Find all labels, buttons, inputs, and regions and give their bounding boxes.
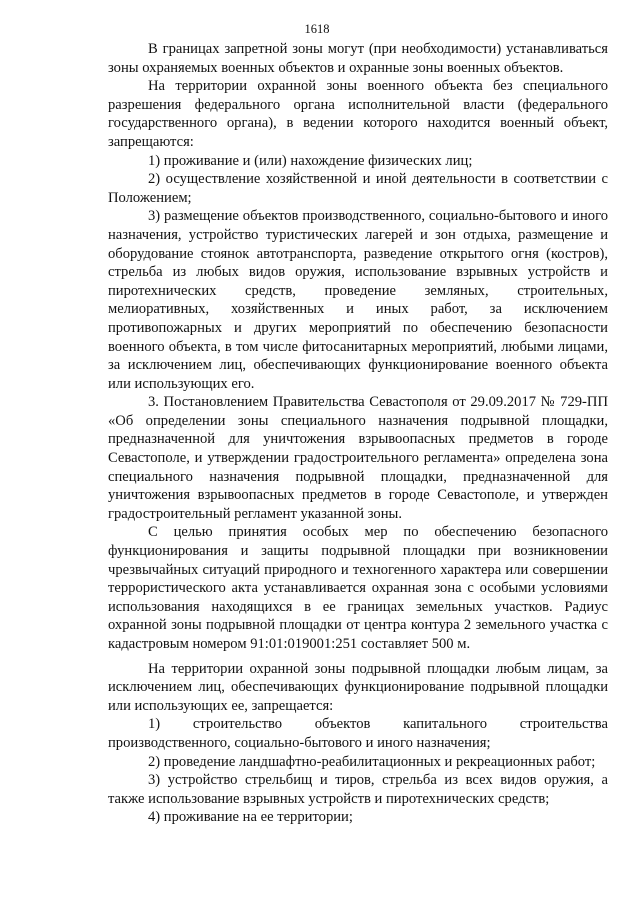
list-item-construction: 1) строительство объектов капитального строительства производственного, социально-бытового и иного назначения; xyxy=(108,716,608,751)
page-number: 1618 xyxy=(304,22,330,36)
list-item-shooting: 3) устройство стрельбищ и тиров, стрельба из всех видов оружия, а также использование взрывных устройств и пиротехнических средств; xyxy=(108,772,608,807)
paragraph-forbidden-zone: В границах запретной зоны могут (при необходимости) устанавливаться зоны охраняемых военных объектов и охранные зоны военных объектов. xyxy=(108,41,608,76)
paragraph-protection-zone: С целью принятия особых мер по обеспечению безопасного функционирования и защиты подрывной площадки при возникновении чрезвычайных ситуаций природного и техногенного характера или совершении террористического акта устанавливается охранная зона с особыми условиями использования находящихся в ее границах земельных участков. Радиус охранной зоны подрывной площадки от центра контура 2 земельного участка с кадастровым номером 91:01:019001:251 составляет 500 м. xyxy=(108,524,608,652)
list-item-landscape: 2) проведение ландшафтно-реабилитационных и рекреационных работ; xyxy=(148,753,596,770)
list-item-1: 1) проживание и (или) нахождение физических лиц; xyxy=(148,152,473,169)
list-item-3: 3) размещение объектов производственного, социально-бытового и иного назначения, устройство туристических лагерей и зон отдыха, размещение и оборудование стоянок автотранспорта, разведение открытого огня (костров), стрельба из любых видов оружия, использование взрывных устройств и пиротехнических средств, проведение земляных, строительных, мелиоративных, хозяйственных и иных работ, за исключением противопожарных и других мероприятий по обеспечению безопасности военного объекта, в том числе фитосанитарных мероприятий, любыми лицами, за исключением лиц, обеспечивающих функционирование военного объекта или использующих его. xyxy=(108,208,608,392)
paragraph-military-object-zone: На территории охранной зоны военного объекта без специального разрешения федерального органа исполнительной власти (федерального государственного органа), в ведении которого находится военный объект, запрещаются: xyxy=(108,78,608,150)
paragraph-resolution-729: 3. Постановлением Правительства Севастополя от 29.09.2017 № 729-ПП «Об определении зоны специального назначения подрывной площадки, предназначенной для уничтожения взрывоопасных предметов в городе Севастополе, и утверждении градостроительного регламента» определена зона специального назначения подрывной площадки, предназначенной для уничтожения взрывоопасных предметов в городе Севастополе, и утвержден градостроительный регламент указанной зоны. xyxy=(108,394,608,522)
paragraph-blasting-site-restrictions: На территории охранной зоны подрывной площадки любым лицам, за исключением лиц, обеспечивающих функционирование подрывной площадки или использующих ее, запрещается: xyxy=(108,660,608,714)
list-item-2: 2) осуществление хозяйственной и иной деятельности в соответствии с Положением; xyxy=(108,171,608,206)
list-item-residence: 4) проживание на ее территории; xyxy=(148,809,353,826)
document-body xyxy=(108,40,608,827)
